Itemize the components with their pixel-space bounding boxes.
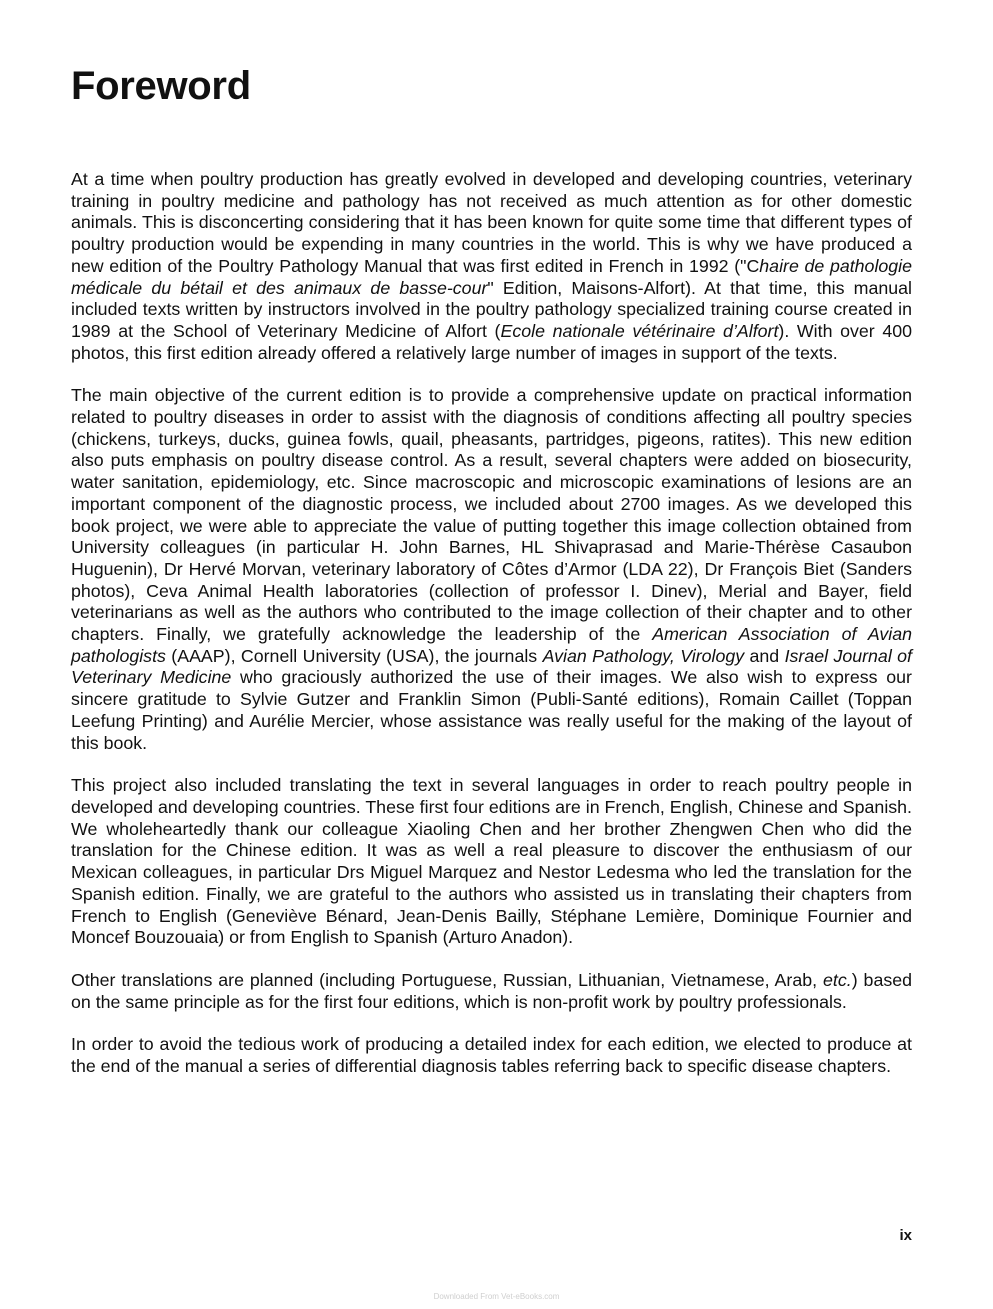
text-segment: who graciously authorized the use of their images. We also wish to express our sincere gratitude to Sylvie Gutzer and Franklin Simon (Publi-Santé editions), Romain Caillet (Toppan Leefung Printing) and Aurélie Mercier, whose assistance was really useful for the making of the layout of this book.: [71, 667, 912, 753]
italic-segment: Israel Journal of Veterinary Medicine: [71, 645, 912, 688]
text-segment: (AAAP), Cornell University (USA), the journals: [165, 645, 543, 666]
paragraph-2: [71, 385, 912, 754]
text-segment: ). With over 400 photos, this first edition already offered a relatively large number of images in support of the texts.: [71, 320, 912, 363]
paragraph-4: [71, 970, 912, 1013]
text-segment: At a time when poultry production has greatly evolved in developed and developing countries, veterinary training in poultry medicine and pathology has not received as much attention as for other domestic animals. This is disconcerting considering that it has been known for quite some time that different types of poultry production would be expending in many countries in the world. This is why we have produced a new edition of the Poultry Pathology Manual that was first edited in French in 1992 ("C: [71, 169, 912, 276]
italic-segment: Ecole nationale vétérinaire d’Alfort: [500, 320, 779, 341]
text-segment: Other translations are planned (including Portuguese, Russian, Lithuanian, Vietnamese, Arab,: [71, 969, 824, 990]
footer-watermark: Downloaded From Vet-eBooks.com: [433, 1292, 560, 1301]
italic-segment: American Association of Avian pathologists: [71, 624, 912, 666]
text-segment: and: [744, 645, 785, 666]
page-number: ix: [899, 1227, 912, 1244]
text-segment: This project also included translating the text in several languages in order to reach poultry people in developed and developing countries. These first four editions are in French, English, Chinese and Spanish. We wholeheartedly thank our colleague Xiaoling Chen and her brother Zhengwen Chen who did the translation for the Chinese edition. It was as well a real pleasure to discover the enthusiasm of our Mexican colleagues, in particular Drs Miguel Marquez and Nestor Ledesma who led the translation for the Spanish edition. Finally, we are grateful to the authors who assisted us in translating their chapters from French to English (Geneviève Bénard, Jean-Denis Bailly, Stéphane Lemière, Dominique Fournier and Moncef Bouzouaia) or from English to Spanish (Arturo Anadon).: [71, 775, 912, 948]
page-title: Foreword: [71, 64, 251, 108]
text-segment: In order to avoid the tedious work of producing a detailed index for each edition, we elected to produce at the end of the manual a series of differential diagnosis tables referring back to specific disease chapters.: [71, 1034, 912, 1077]
italic-segment: haire de pathologie médicale du bétail et des animaux de basse-cour: [71, 255, 913, 298]
text-segment: ) based on the same principle as for the first four editions, which is non-profit work by poultry professionals.: [71, 969, 912, 1012]
text-segment: " Edition, Maisons-Alfort). At that time, this manual included texts written by instructors involved in the poultry pathology specialized training course created in 1989 at the School of Veterinary Medicine of Alfort (: [71, 277, 912, 341]
paragraph-5: [71, 1034, 912, 1077]
paragraph-1: [71, 169, 912, 364]
paragraph-3: [71, 775, 912, 949]
text-segment: The main objective of the current edition is to provide a comprehensive update on practical information related to poultry diseases in order to assist with the diagnosis of conditions affecting all poultry species (chickens, turkeys, ducks, guinea fowls, quail, pheasants, partridges, pigeons, ratites). This new edition also puts emphasis on poultry disease control. As a result, several chapters were added on biosecurity, water sanitation, epidemiology, etc. Since macroscopic and microscopic examinations of lesions are an important component of the diagnostic process, we included about 2700 images. As we developed this book project, we were able to appreciate the value of putting together this image collection obtained from University colleagues (in particular H. John Barnes, HL Shivaprasad and Marie-Thérèse Casaubon Huguenin), Dr Hervé Morvan, veterinary laboratory of Côtes d’Armor (LDA 22), Dr François Biet (Sanders photos), Ceva Animal Health laboratories (collection of professor I. Dinev), Merial and Bayer, field veterinarians as well as the authors who contributed to the image collection of their chapter and to other chapters. Finally, we gratefully acknowledge the leadership of the: [71, 385, 912, 645]
italic-segment: etc.: [823, 969, 852, 990]
italic-segment: Avian Pathology, Virology: [542, 645, 745, 666]
foreword-body: [71, 169, 912, 1099]
